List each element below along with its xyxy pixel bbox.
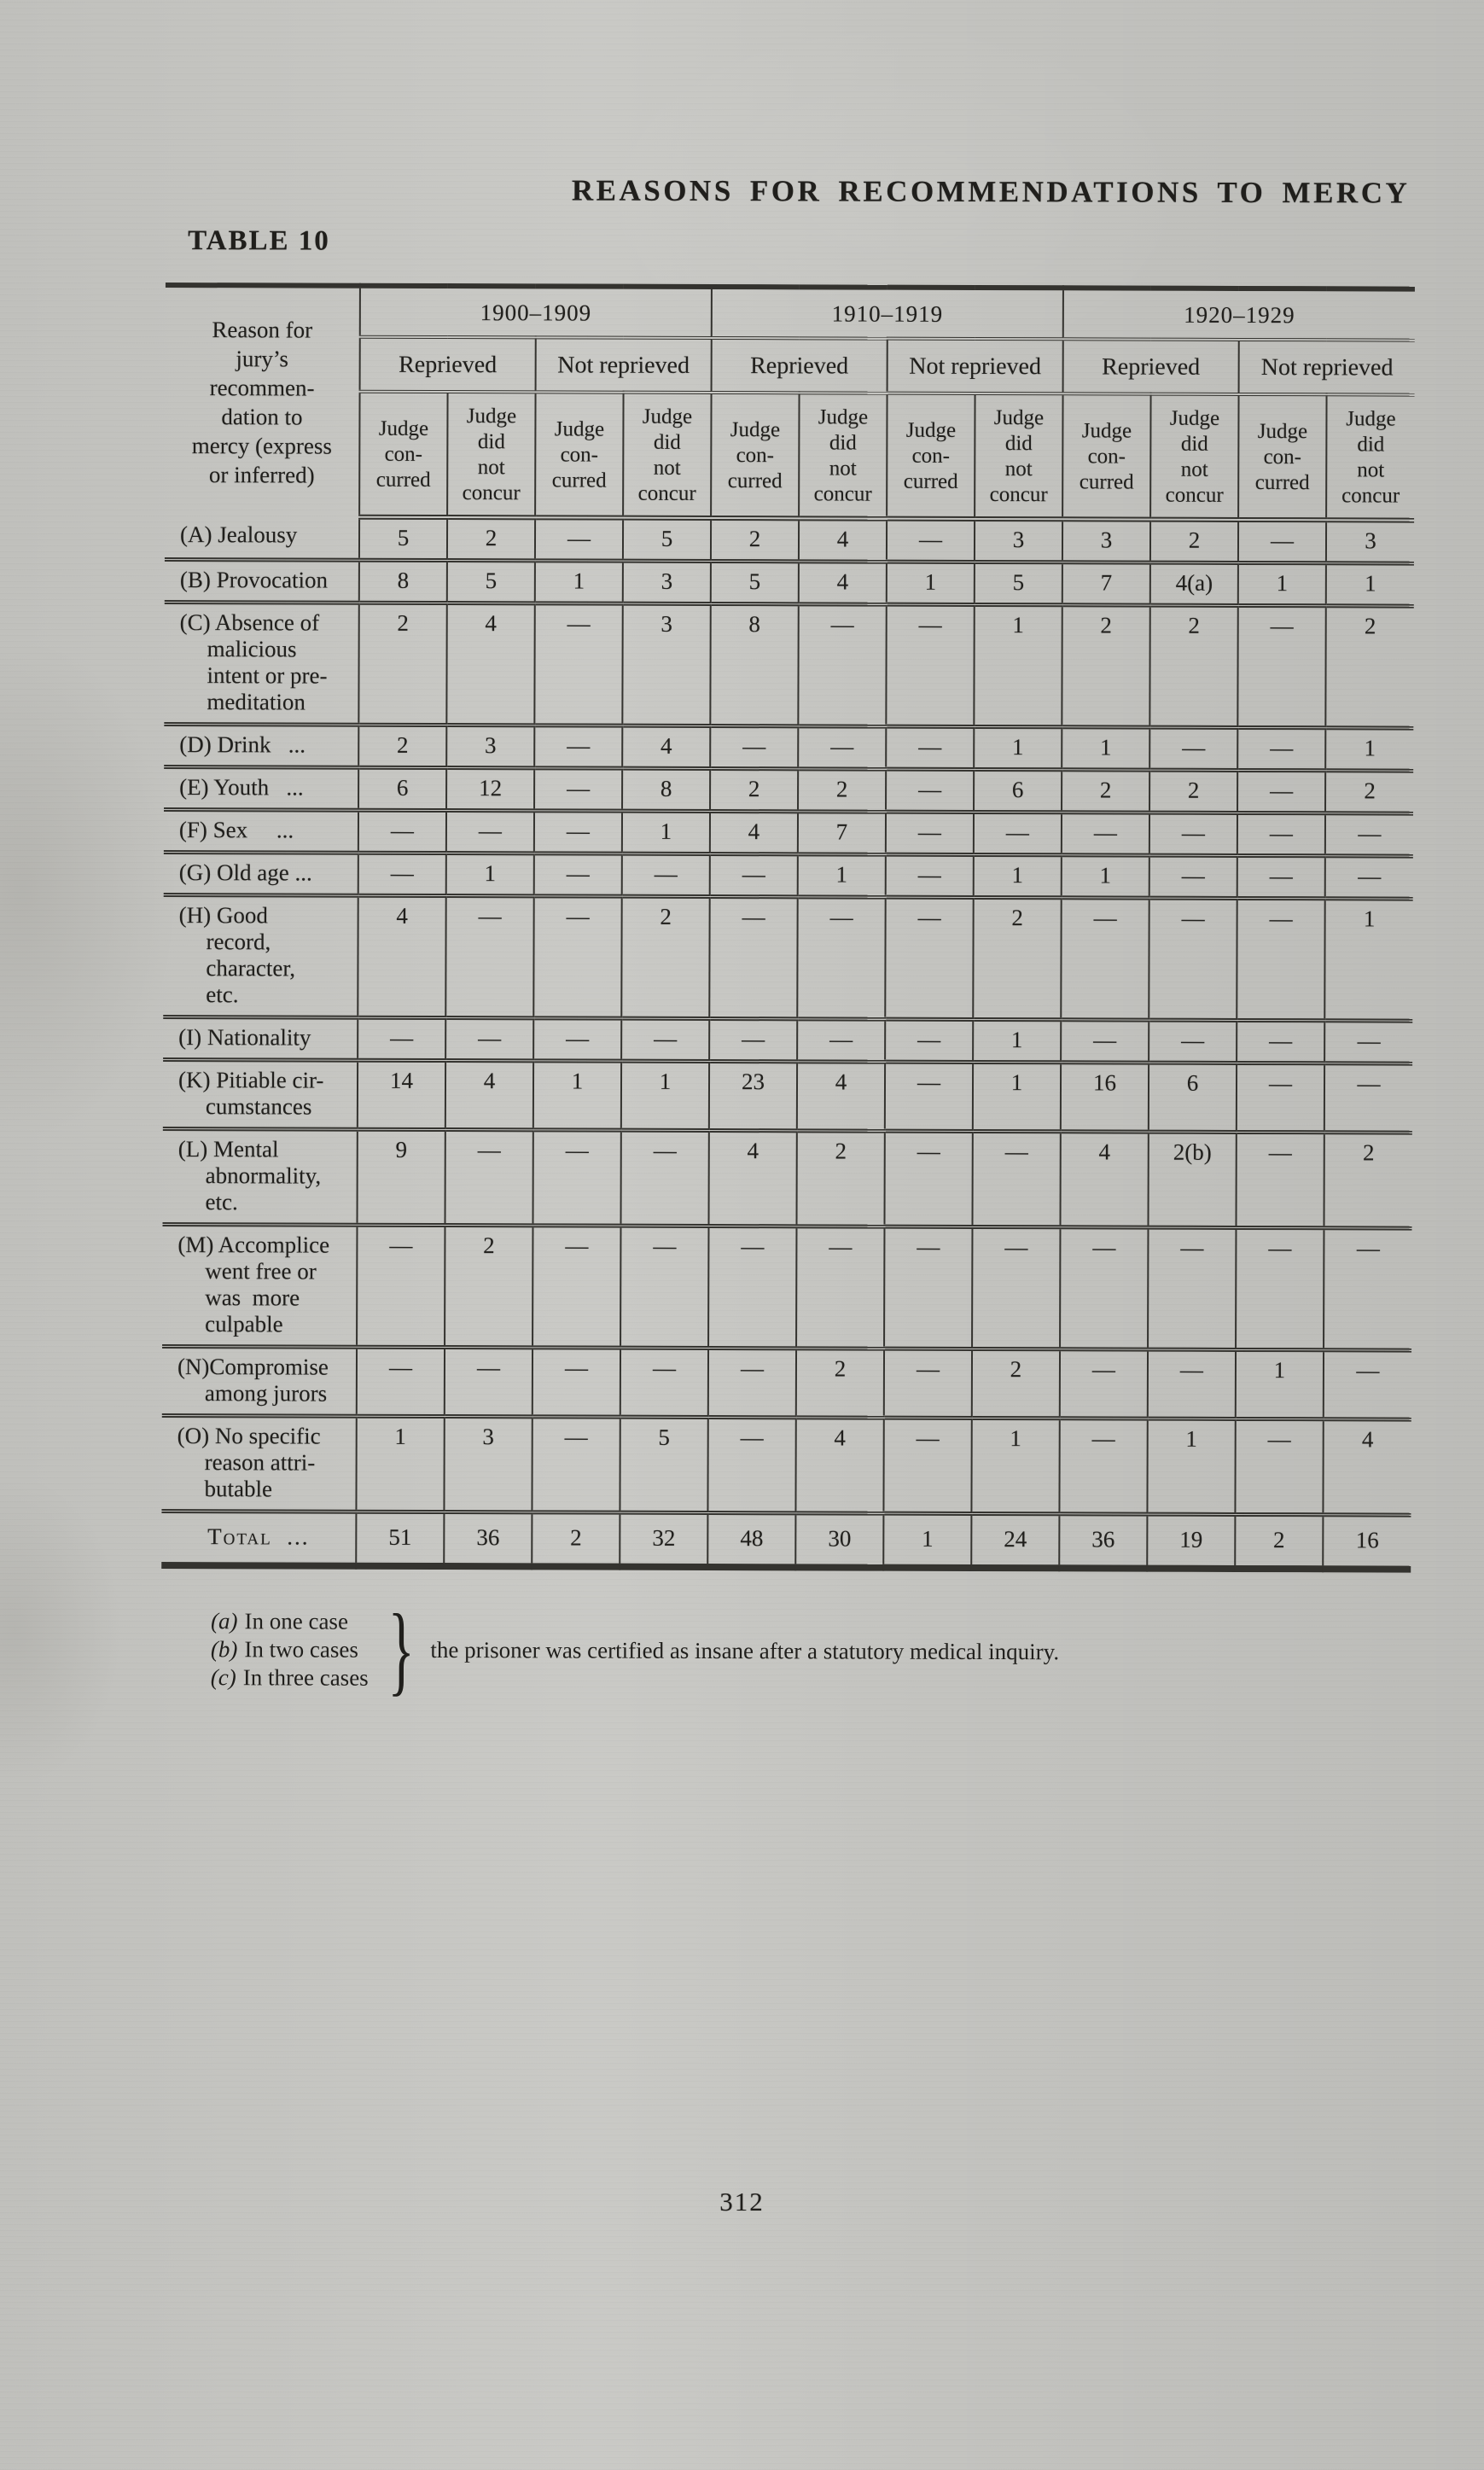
cell: — (1324, 1021, 1412, 1063)
cell: 2 (1149, 605, 1237, 727)
table-row (164, 766, 1413, 813)
cell: — (886, 812, 974, 854)
cell: — (885, 1019, 973, 1062)
cell: — (620, 1226, 708, 1348)
judge-header: Judge con- curred (535, 392, 623, 517)
cell: 4 (795, 1418, 883, 1513)
cell: 2(b) (1148, 1132, 1236, 1227)
outcome-header: Reprieved (1063, 339, 1239, 394)
table-row (165, 516, 1414, 563)
cell: 4 (1323, 1419, 1411, 1515)
footnote-label: In two cases (244, 1635, 358, 1663)
cell: 6 (974, 769, 1062, 812)
cell: — (622, 853, 710, 896)
judge-header: Judge con- curred (711, 393, 799, 518)
cell: — (621, 1018, 709, 1061)
table-row (162, 1346, 1411, 1419)
cell: — (1237, 898, 1324, 1020)
cell: 5 (711, 562, 799, 604)
cell: — (972, 1226, 1060, 1349)
footnote-label: In three cases (242, 1663, 369, 1691)
cell: — (1324, 1350, 1411, 1419)
cell: 2 (1062, 605, 1149, 727)
cell: — (532, 1348, 620, 1417)
cell: 1 (883, 1513, 971, 1568)
decade-header: 1910–1919 (712, 287, 1063, 339)
cell: — (710, 726, 798, 769)
cell: 5 (623, 518, 711, 562)
cell: 3 (446, 725, 534, 768)
footnote-item (211, 1663, 369, 1692)
mercy-table (161, 283, 1415, 1573)
cell: 2 (796, 1349, 884, 1418)
cell: 5 (620, 1417, 707, 1512)
cell: 2 (1235, 1514, 1323, 1569)
cell: — (534, 725, 622, 768)
row-label: (E) Youth ... (164, 766, 358, 810)
cell: — (1061, 1020, 1149, 1063)
cell: — (709, 897, 797, 1019)
cell: — (1148, 1227, 1236, 1349)
cell: — (972, 1131, 1060, 1226)
judge-header: Judge con- curred (1062, 393, 1150, 519)
table-header (165, 285, 1415, 521)
cell: — (535, 517, 623, 561)
cell: 1 (533, 1061, 621, 1130)
cell: — (1149, 855, 1237, 898)
cell: — (798, 726, 886, 769)
table-row (164, 602, 1413, 728)
cell: — (884, 1349, 972, 1418)
cell: — (886, 726, 974, 769)
cell: 2 (711, 518, 799, 562)
cell: — (534, 603, 622, 725)
cell: 1 (535, 561, 623, 603)
cell: 1 (973, 1062, 1061, 1131)
cell: 36 (1059, 1514, 1147, 1569)
cell: — (884, 1131, 972, 1226)
decade-header: 1900–1909 (360, 286, 712, 338)
row-label: (N)Compromise among jurors (162, 1346, 357, 1416)
cell: 1 (1238, 562, 1326, 605)
cell: 3 (1326, 520, 1414, 563)
cell: — (886, 604, 974, 726)
table-row (163, 1059, 1412, 1133)
cell: — (1235, 1419, 1323, 1514)
cell: 32 (620, 1512, 707, 1567)
cell: — (533, 896, 621, 1018)
cell: — (357, 1347, 445, 1416)
cell: 2 (710, 769, 798, 812)
cell: 4 (797, 1062, 885, 1131)
cell: — (1236, 1227, 1324, 1349)
cell: — (1324, 1228, 1411, 1350)
cell: — (533, 1018, 621, 1061)
cell: — (1237, 813, 1325, 855)
row-label: (D) Drink ... (164, 724, 358, 767)
cell: 2 (972, 1349, 1060, 1418)
cell: 1 (622, 811, 710, 853)
table-caption: TABLE 10 (188, 225, 330, 257)
cell: 5 (447, 561, 535, 603)
cell: — (1060, 1349, 1148, 1419)
footnote-label: In one case (244, 1607, 349, 1634)
cell: 7 (798, 812, 886, 854)
footnote-note: the prisoner was certified as insane after a statutory medical inquiry. (430, 1636, 1060, 1664)
row-label: (B) Provocation (165, 559, 359, 603)
row-label: (I) Nationality (163, 1017, 358, 1060)
cell: 5 (359, 517, 447, 561)
table-row (162, 1128, 1411, 1228)
cell: — (358, 1017, 445, 1060)
cell: 36 (444, 1512, 532, 1567)
cell: — (886, 854, 974, 897)
cell: 6 (1149, 1063, 1237, 1132)
cell: — (710, 854, 798, 897)
table-row (164, 809, 1413, 856)
cell: — (620, 1348, 708, 1417)
cell: 4 (358, 895, 445, 1017)
cell: 2 (358, 603, 446, 725)
cell: — (885, 1062, 973, 1131)
cell: 48 (707, 1513, 795, 1568)
cell: 4 (1060, 1132, 1148, 1227)
footnote-marker: (c) (210, 1663, 236, 1690)
table-row (164, 724, 1413, 771)
cell: 16 (1323, 1515, 1411, 1570)
cell: 24 (971, 1513, 1059, 1568)
cell: — (1325, 813, 1413, 856)
cell: — (1149, 727, 1237, 770)
footnote-item (211, 1607, 369, 1636)
cell: — (445, 896, 533, 1018)
cell: 2 (1062, 770, 1149, 813)
cell: 4 (446, 603, 534, 725)
cell: 8 (359, 560, 447, 603)
cell: 7 (1062, 562, 1150, 605)
cell: 2 (621, 896, 709, 1018)
cell: 1 (973, 1019, 1061, 1062)
cell: 2 (1325, 771, 1413, 813)
cell: — (1060, 1227, 1148, 1349)
cell: 4 (622, 725, 710, 768)
cell: 1 (1326, 563, 1414, 606)
page-number: 312 (719, 2187, 765, 2217)
cell: 16 (1061, 1063, 1149, 1132)
cell: — (358, 853, 446, 895)
judge-header: Judge did not concur (1326, 394, 1414, 520)
cell: — (885, 897, 973, 1019)
cell: — (709, 1019, 797, 1062)
cell: — (1149, 1020, 1237, 1063)
judge-header: Judge did not concur (1150, 394, 1238, 520)
cell: — (884, 1226, 972, 1349)
cell: — (1237, 1063, 1324, 1132)
cell: 2 (1150, 520, 1238, 563)
outcome-header: Not reprieved (536, 337, 712, 393)
cell: 1 (1236, 1349, 1324, 1419)
judge-header: Judge did not concur (975, 393, 1062, 519)
cell: — (1324, 1063, 1412, 1133)
cell: 1 (798, 854, 886, 897)
outcome-header: Not reprieved (1239, 340, 1415, 395)
table-row (161, 1511, 1411, 1569)
judge-header: Judge did not concur (447, 392, 535, 517)
cell: 2 (1149, 770, 1237, 813)
cell: 2 (532, 1512, 620, 1567)
cell: 4 (710, 812, 798, 854)
cell: 2 (445, 1226, 532, 1348)
cell: 1 (1062, 855, 1149, 898)
cell: 1 (446, 853, 534, 896)
cell: — (707, 1418, 795, 1513)
brace-glyph: } (387, 1593, 415, 1705)
judge-header: Judge con- curred (887, 393, 975, 519)
footnotes (210, 1593, 1411, 1705)
cell: 3 (622, 603, 710, 725)
row-label: (O) No specific reason attri- butable (161, 1415, 356, 1512)
row-label: (K) Pitiable cir- cumstances (163, 1059, 358, 1129)
row-label: (L) Mental abnormality, etc. (162, 1128, 357, 1225)
cell: 30 (795, 1513, 883, 1568)
cell: — (887, 519, 975, 562)
cell: — (534, 768, 622, 811)
cell: 2 (358, 725, 446, 767)
cell: — (708, 1349, 796, 1418)
cell: — (1238, 520, 1326, 563)
cell: 4 (799, 562, 887, 604)
cell: 1 (1324, 899, 1412, 1021)
cell: 14 (358, 1060, 445, 1129)
table-row (161, 1415, 1411, 1515)
cell: — (1148, 1349, 1236, 1419)
stub-header: Reason for jury’s recommen- dation to mercy (express or inferred) (165, 285, 360, 517)
decade-header: 1920–1929 (1063, 288, 1415, 340)
decade-header-row (166, 285, 1415, 341)
cell: 1 (621, 1061, 709, 1130)
cell: 8 (622, 768, 710, 811)
cell: — (883, 1418, 971, 1513)
cell: — (446, 811, 534, 853)
page-content (161, 0, 1416, 1705)
row-label: (F) Sex ... (164, 809, 358, 853)
cell: 3 (444, 1417, 532, 1512)
judge-header: Judge con- curred (1238, 394, 1326, 520)
cell: 2 (447, 517, 535, 561)
judge-header: Judge did not concur (623, 393, 711, 518)
cell: — (532, 1226, 620, 1348)
cell: 1 (356, 1416, 444, 1512)
judge-header: Judge con- curred (359, 392, 447, 517)
table-body (161, 516, 1414, 1570)
cell: — (357, 1225, 445, 1347)
running-header: REASONS FOR RECOMMENDATIONS TO MERCY (571, 173, 1411, 210)
cell: 1 (1062, 727, 1149, 770)
footnote-marker: (a) (210, 1607, 238, 1634)
cell: — (798, 604, 886, 726)
cell: — (1237, 605, 1325, 727)
cell: 1 (974, 726, 1062, 769)
cell: — (974, 812, 1062, 854)
cell: 9 (357, 1129, 445, 1225)
cell: 19 (1147, 1514, 1235, 1569)
cell: — (1059, 1419, 1147, 1514)
cell: 2 (973, 897, 1061, 1019)
cell: 2 (796, 1131, 884, 1226)
cell: — (797, 1019, 885, 1062)
cell: 4 (799, 518, 887, 562)
cell: 1 (971, 1418, 1059, 1513)
cell: — (1237, 855, 1325, 898)
cell: — (1062, 813, 1149, 855)
cell: — (1061, 898, 1149, 1020)
cell: — (796, 1226, 884, 1349)
judge-header: Judge did not concur (799, 393, 887, 518)
cell: 1 (974, 854, 1062, 897)
table-row (165, 559, 1414, 606)
cell: — (886, 769, 974, 812)
cell: — (1325, 856, 1413, 899)
outcome-header: Not reprieved (887, 339, 1063, 394)
cell: — (445, 1348, 532, 1417)
cell: 1 (1147, 1419, 1235, 1514)
cell: — (1237, 770, 1325, 813)
cell: 2 (1324, 1133, 1411, 1228)
footnote-marker: (b) (210, 1635, 238, 1662)
cell: 3 (623, 561, 711, 603)
cell: — (1237, 1020, 1324, 1063)
cell: 3 (1062, 519, 1150, 562)
footnote-list (211, 1607, 369, 1692)
row-label: (M) Accomplice went free or was more culpable (162, 1224, 357, 1347)
cell: 4(a) (1150, 562, 1238, 605)
cell: — (445, 1018, 533, 1061)
cell: — (1149, 813, 1237, 855)
cell: 12 (446, 768, 534, 811)
table-row (164, 852, 1413, 899)
cell: — (1236, 1132, 1324, 1227)
cell: 2 (1325, 606, 1413, 728)
cell: — (534, 811, 622, 853)
row-label: (H) Good record, character, etc. (163, 894, 358, 1017)
cell: 3 (975, 519, 1062, 562)
cell: — (532, 1130, 620, 1226)
cell: 8 (710, 604, 798, 726)
row-label: Total ... (207, 1523, 310, 1550)
cell: 51 (356, 1512, 444, 1566)
row-label: (G) Old age ... (164, 852, 358, 895)
cell: — (1149, 898, 1237, 1020)
row-label: (A) Jealousy (165, 516, 359, 560)
outcome-header: Reprieved (360, 337, 536, 393)
cell: 23 (709, 1062, 797, 1131)
cell: — (534, 853, 622, 896)
cell: 1 (1325, 728, 1413, 771)
table-row (163, 894, 1412, 1021)
cell: — (620, 1130, 708, 1226)
cell: — (532, 1417, 620, 1512)
table-row (163, 1017, 1412, 1063)
cell: — (358, 810, 446, 853)
cell: — (797, 897, 885, 1019)
outcome-header: Reprieved (712, 338, 887, 393)
cell: 5 (975, 562, 1062, 604)
cell: 4 (445, 1061, 533, 1130)
cell: 2 (798, 769, 886, 812)
row-label: (C) Absence of malicious intent or pre- meditation (164, 602, 358, 725)
cell: 1 (887, 562, 975, 604)
cell: — (1237, 727, 1325, 770)
cell: 6 (358, 767, 446, 810)
cell: 4 (708, 1131, 796, 1226)
footnote-item (211, 1635, 369, 1664)
cell: — (708, 1226, 796, 1349)
cell: 1 (974, 604, 1062, 726)
table-row (162, 1224, 1411, 1350)
cell: — (445, 1130, 532, 1226)
